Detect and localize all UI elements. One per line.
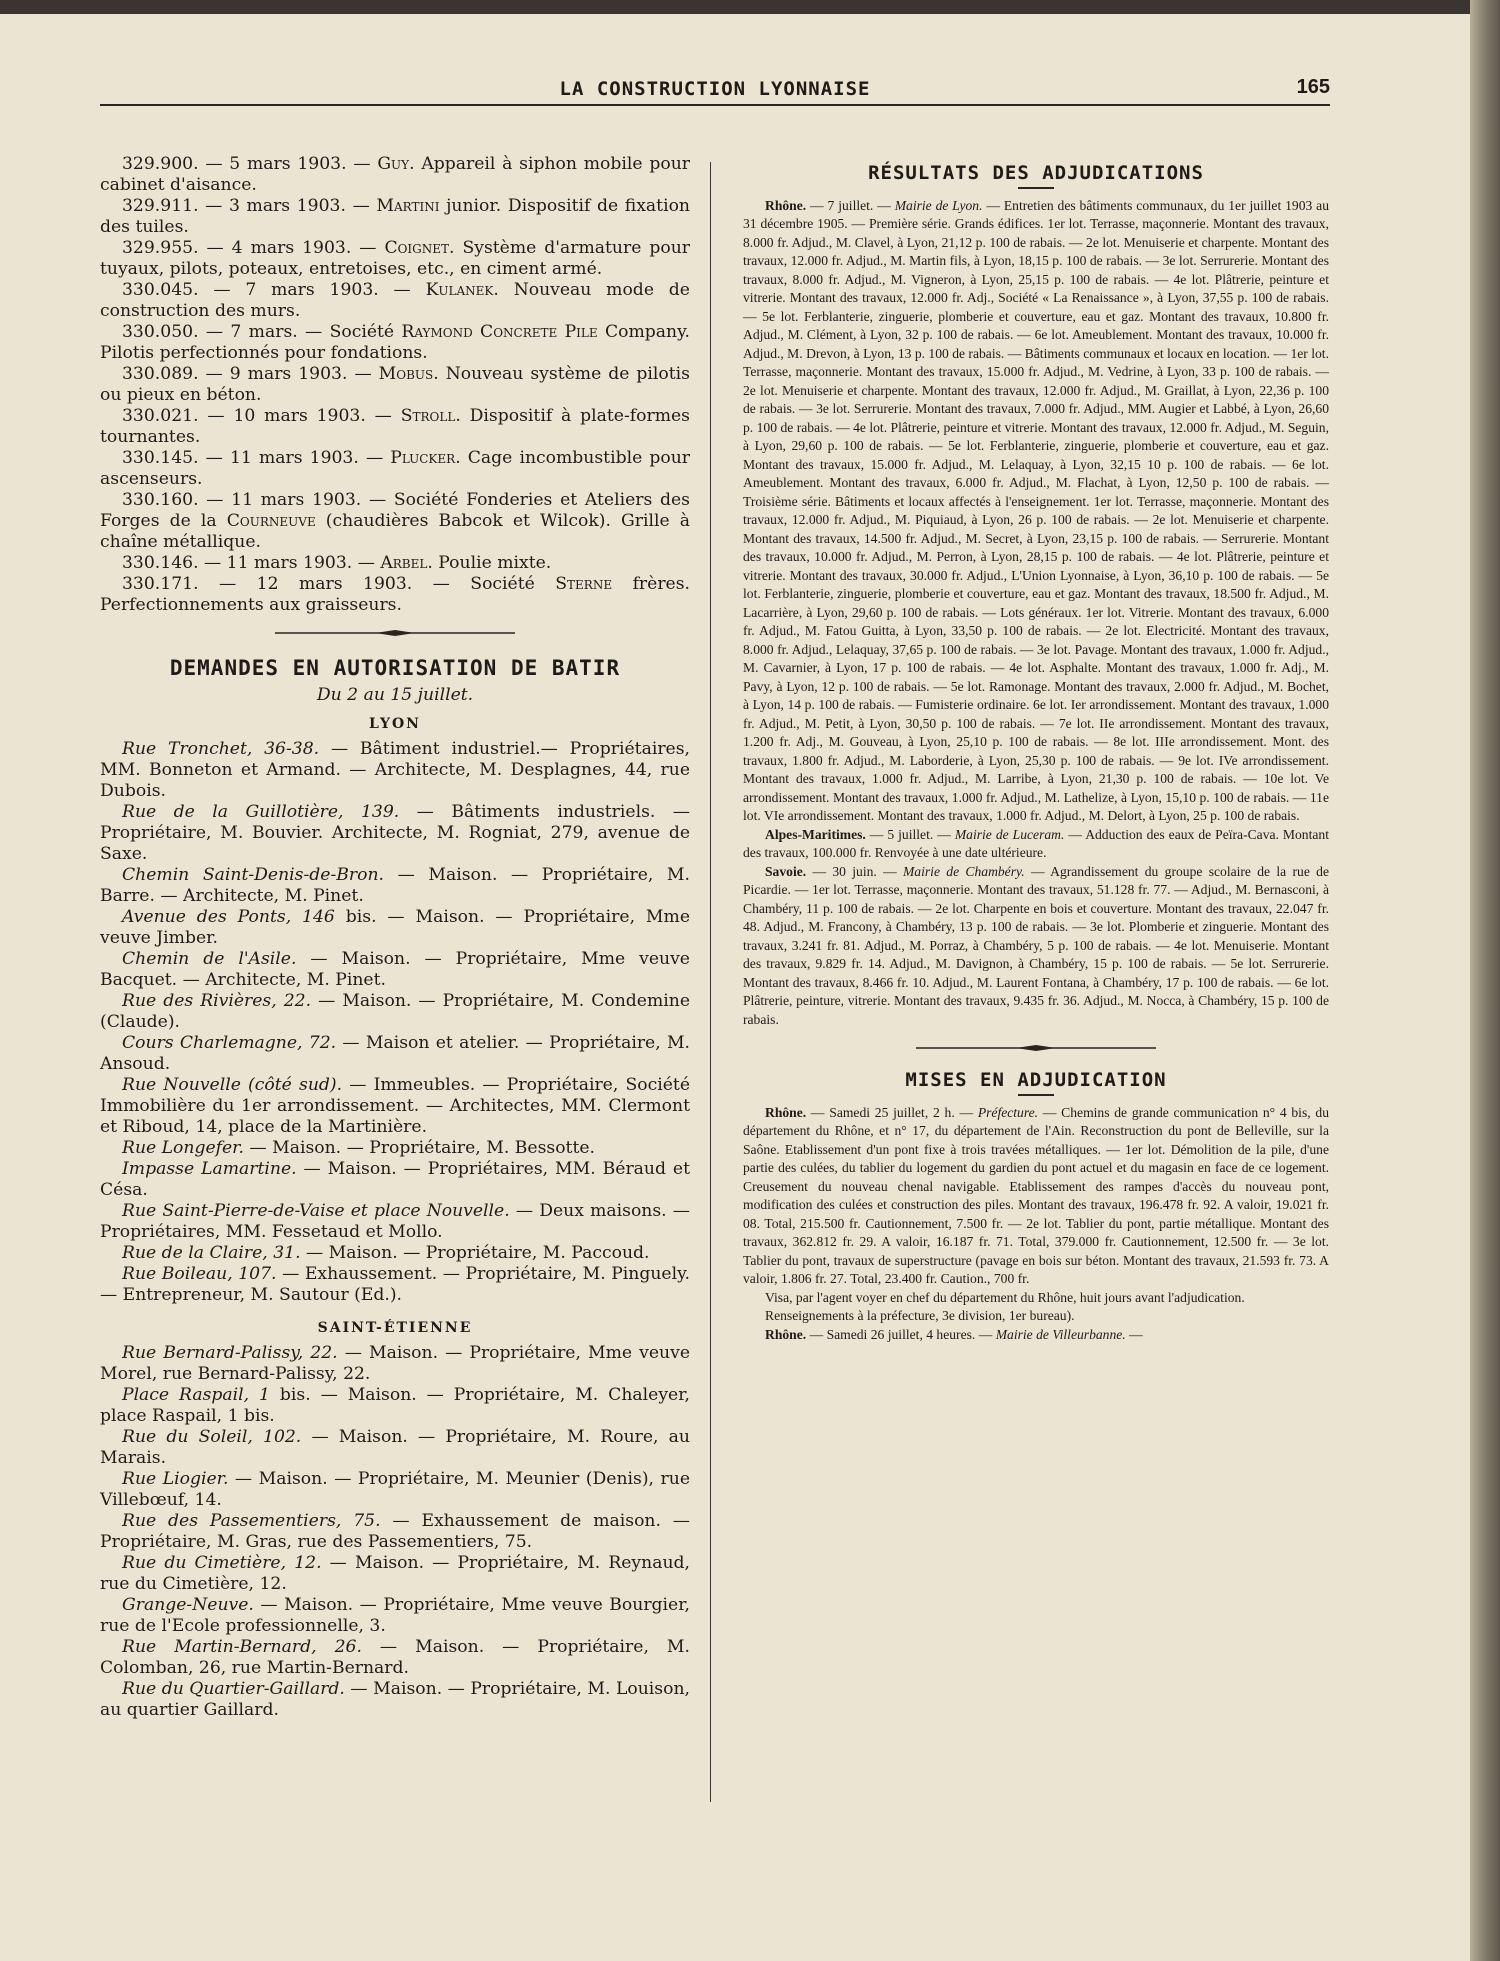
permit-entry [100,865,690,907]
permit-address: Rue Bernard-Palissy, 22. [122,1343,338,1363]
permit-entry [100,1385,690,1427]
mises-list [743,1104,1329,1345]
patent-entry [100,364,690,406]
region-name: Rhône. [765,1326,807,1342]
permit-details: — Maison. — Propriétaire, Mme veuve Morel, rue Bernard-Palissy, 22. [100,1343,690,1384]
city-heading-saint-etienne: SAINT-ÉTIENNE [317,1320,473,1336]
permit-details: — Exhaussement. — Propriétaire, M. Pinguely. — Entrepreneur, M. Sautour (Ed.). [100,1264,690,1305]
resultats-title: RÉSULTATS DES ADJUDICATIONS [868,162,1204,184]
patent-holder: Plucker [390,448,456,468]
adjudication-entry [743,197,1329,826]
resultats-list [743,197,1329,1030]
permit-address: Rue des Passementiers, 75. [122,1511,381,1531]
permit-address: Rue Saint-Pierre-de-Vaise et place Nouvelle. [122,1201,510,1221]
patent-description: . Nouveau système de pilotis ou pieux en béton. [100,364,690,405]
permit-entry [100,1595,690,1637]
title-rule [1018,1094,1054,1096]
patent-date: — 3 mars 1903. — [198,196,377,216]
permit-entry [100,1033,690,1075]
permit-entry [100,1553,690,1595]
permit-address: Rue du Quartier-Gaillard. [122,1679,345,1699]
journal-title: LA CONSTRUCTION LYONNAISE [559,78,871,100]
permit-address: Impasse Lamartine. [122,1159,297,1179]
permit-address: Rue Longefer. [122,1138,244,1158]
permit-details: — Maison. — Propriétaires, MM. Béraud et Césa. [100,1159,690,1200]
section-ornament [743,1043,1329,1053]
patent-holder: Raymond Concrete Pile [401,322,598,342]
patent-date: — 9 mars 1903. — [198,364,379,384]
patent-date: — 7 mars 1903. — [198,280,426,300]
entry-date: — 30 juin. — [806,863,903,879]
left-column [100,154,690,1721]
patent-date: — 10 mars 1903. — [198,406,401,426]
authority-name: Mairie de Luceram. [954,826,1065,842]
patent-entry [100,490,690,553]
permit-address: Grange-Neuve. [122,1595,254,1615]
permit-entry [100,739,690,802]
patent-entry [100,154,690,196]
patent-entry [100,448,690,490]
adjudication-entry [743,826,1329,863]
patent-number: 329.955. [122,238,199,258]
permit-entry [100,907,690,949]
patent-description: . Poulie mixte. [427,553,552,573]
permit-details: — Immeubles. — Propriétaire, Société Immobilière du 1er arrondissement. — Architectes, MM. Clermont et Riboud, 14, place de la Martinière. [100,1075,690,1137]
patent-entry [100,238,690,280]
patent-date: — 12 mars 1903. — Société [198,574,556,594]
patent-number: 329.900. [122,154,199,174]
permit-details: — Exhaussement de maison. — Propriétaire, M. Gras, rue des Passementiers, 75. [100,1511,690,1552]
permit-details: bis. — Maison. — Propriétaire, M. Chaleyer, place Raspail, 1 bis. [100,1385,690,1426]
patent-holder: Kulanek [425,280,494,300]
patent-holder: Mobus [378,364,434,384]
region-name: Savoie. [765,863,807,879]
patent-description: . Dispositif à plate-formes tournantes. [100,406,690,447]
demandes-subtitle: Du 2 au 15 juillet. [316,685,474,705]
patent-description: junior. Dispositif de fixation des tuiles. [100,196,690,237]
patent-number: 330.045. [122,280,199,300]
permit-address: Rue de la Claire, 31. [122,1243,301,1263]
page-number: 165 [1296,76,1330,98]
patent-description: Company. Pilotis perfectionnés pour fondations. [100,322,690,363]
patent-holder: Martini [376,196,440,216]
permit-entry [100,1201,690,1243]
permit-entry [100,1138,690,1159]
patent-description: . Cage incombustible pour ascenseurs. [100,448,690,489]
permit-details: — Maison. — Propriétaire, M. Meunier (Denis), rue Villebœuf, 14. [100,1469,690,1510]
column-separator [710,162,711,1802]
permit-entry [100,1427,690,1469]
patent-entry [100,553,690,574]
permit-address: Avenue des Ponts, 146 [122,907,335,927]
permit-details: — Bâtiment industriel.— Propriétaires, MM. Bonneton et Armand. — Architecte, M. Desplagnes, 44, rue Dubois. [100,739,690,801]
entry-date: — Samedi 26 juillet, 4 heures. — [806,1326,996,1342]
permit-entry [100,802,690,865]
entry-text: Visa, par l'agent voyer en chef du département du Rhône, huit jours avant l'adjudication. [765,1289,1245,1305]
patent-entry [100,406,690,448]
entry-text: — [1125,1326,1143,1342]
patent-number: 330.160. [122,490,199,510]
patent-description: . Système d'armature pour tuyaux, pilots, poteaux, entretoises, etc., en ciment armé. [100,238,690,279]
patent-number: 330.089. [122,364,199,384]
permit-address: Rue des Rivières, 22. [122,991,312,1011]
permit-entry [100,1679,690,1721]
patent-number: 330.021. [122,406,199,426]
permit-details: — Maison. — Propriétaire, Mme veuve Bourgier, rue de l'Ecole professionnelle, 3. [100,1595,690,1636]
patent-description: (chaudières Babcok et Wilcok). Grille à chaîne métallique. [100,511,690,552]
patent-date: — 11 mars 1903. — [198,553,381,573]
patent-holder: Coignet [384,238,450,258]
region-name: Rhône. [765,1104,807,1120]
permit-details: — Maison. — Propriétaire, M. Reynaud, rue du Cimetière, 12. [100,1553,690,1594]
demandes-title: DEMANDES EN AUTORISATION DE BATIR [169,656,621,680]
permit-address: Rue Nouvelle (côté sud). [122,1075,343,1095]
permit-address: Rue Boileau, 107. [122,1264,277,1284]
patent-holder: Courneuve [226,511,316,531]
adjudication-entry [743,1307,1329,1326]
permit-details: — Maison. — Propriétaire, M. Condemine (Claude). [100,991,690,1032]
authority-name: Mairie de Lyon. [894,197,983,213]
patent-number: 330.050. [122,322,199,342]
patent-date: — 5 mars 1903. — [198,154,378,174]
patent-date: — 7 mars. — Société [198,322,402,342]
patent-description: frères. Perfectionnements aux graisseurs. [100,574,690,615]
patent-holder: Stroll [400,406,456,426]
patent-number: 330.171. [122,574,199,594]
adjudication-entry [743,1104,1329,1289]
entry-text: — Adduction des eaux de Peïra-Cava. Montant des travaux, 100.000 fr. Renvoyée à une date ultérieure. [743,826,1329,860]
permit-details: — Maison. — Propriétaire, M. Barre. — Architecte, M. Pinet. [100,865,690,906]
entry-text: — Chemins de grande communication n° 4 bis, du département du Rhône, et n° 17, du département de l'Ain. Reconstruction du pont de Belleville, sur la Saône. Etablissement d'un pont fixe à trois travées métalliques. — 1er lot. Démolition de la pile, d'une partie des culées, du tablier du logement du gardien du pont actuel et du magasin en face de ce logement. Creusement du nouveau chenal navigable. Etablissement des rampes d'accès du nouveau pont, modification des culées et construction des piles. Montant des travaux, 196.478 fr. 92. A valoir, 19.021 fr. 08. Total, 215.500 fr. Cautionnement, 7.500 fr. — 2e lot. Tablier du pont, partie métallique. Montant des travaux, 362.812 fr. 29. A valoir, 16.187 fr. 71. Total, 379.000 fr. Cautionnement, 12.500 fr. — 3e lot. Tablier du pont, travaux de superstructure (pavage en bois sur béton. Montant des travaux, 21.593 fr. 73. A valoir, 1.806 fr. 27. Total, 23.400 fr. Caution., 700 fr. [743,1104,1329,1286]
permit-address: Rue Martin-Bernard, 26. [122,1637,362,1657]
permit-entry [100,1159,690,1201]
permit-entry [100,1264,690,1306]
page-header [100,64,1330,106]
section-ornament [100,628,690,638]
adjudication-entry [743,1289,1329,1308]
region-name: Rhône. [765,197,807,213]
permit-address: Rue de la Guillotière, 139. [122,802,400,822]
patent-holder: Arbel [380,553,428,573]
permit-entry [100,1243,690,1264]
permit-address: Rue du Cimetière, 12. [122,1553,322,1573]
permit-address: Rue du Soleil, 102. [122,1427,302,1447]
permit-address: Rue Liogier. [122,1469,229,1489]
permit-address: Rue Tronchet, 36-38. [122,739,320,759]
title-rule [1018,187,1054,189]
permit-entry [100,1511,690,1553]
permit-entry [100,1469,690,1511]
permit-address: Cours Charlemagne, 72. [122,1033,337,1053]
authority-name: Préfecture. [977,1104,1039,1120]
region-name: Alpes-Maritimes. [765,826,866,842]
permit-details: bis. — Maison. — Propriétaire, Mme veuve Jimber. [100,907,690,948]
permit-address: Chemin de l'Asile. [122,949,297,969]
city-heading-lyon: LYON [369,716,421,732]
patent-description: . Nouveau mode de construction des murs. [100,280,690,321]
permit-entry [100,1075,690,1138]
patent-date: — 11 mars 1903. — [198,448,391,468]
book-page-edge [1470,0,1500,1961]
permit-address: Chemin Saint-Denis-de-Bron. [122,865,385,885]
authority-name: Mairie de Villeurbanne. [995,1326,1126,1342]
patent-number: 330.145. [122,448,199,468]
permit-entry [100,1637,690,1679]
lyon-permit-list [100,739,690,1306]
patent-holder: Guy [377,154,410,174]
authority-name: Mairie de Chambéry. [902,863,1025,879]
adjudication-entry [743,1326,1329,1345]
patent-entry [100,574,690,616]
permit-entry [100,949,690,991]
permit-details: — Maison. — Propriétaire, M. Bessotte. [243,1138,596,1158]
patent-holder: Sterne [555,574,613,594]
permit-details: — Maison. — Propriétaire, M. Colomban, 26, rue Martin-Bernard. [100,1637,690,1678]
entry-date: — 7 juillet. — [806,197,895,213]
permit-entry [100,1343,690,1385]
entry-date: — 5 juillet. — [865,826,955,842]
permit-details: — Maison. — Propriétaire, M. Paccoud. [300,1243,650,1263]
patent-number: 330.146. [122,553,199,573]
mises-title: MISES EN ADJUDICATION [905,1069,1167,1091]
patent-entry [100,322,690,364]
entry-text: — Agrandissement du groupe scolaire de la rue de Picardie. — 1er lot. Terrasse, maçonnerie. Montant des travaux, 51.128 fr. 77. — Adjud., M. Bernasconi, à Chambéry, 11 p. 100 de rabais. — 2e lot. Charpente en bois et couverture. Montant des travaux, 22.047 fr. 48. Adjud., M. Francony, à Chambéry, 13 p. 100 de rabais. — 3e lot. Plomberie et zinguerie. Montant des travaux, 3.241 fr. 81. Adjud., M. Porraz, à Chambéry, 5 p. 100 de rabais. — 4e lot. Menuiserie. Montant des travaux, 9.829 fr. 14. Adjud., M. Davignon, à Chambéry, 15 p. 100 de rabais. — 5e lot. Serrurerie. Montant des travaux, 8.466 fr. 10. Adjud., M. Laurent Fontana, à Chambéry, 17 p. 100 de rabais. — 6e lot. Plâtrerie, peinture, vitrerie. Montant des travaux, 9.435 fr. 36. Adjud., M. Nocca, à Chambéry, 15 p. 100 de rabais. [743,863,1329,1027]
entry-text: Renseignements à la préfecture, 3e division, 1er bureau). [765,1308,1075,1323]
permit-details: — Maison et atelier. — Propriétaire, M. Ansoud. [100,1033,691,1074]
adjudication-entry [743,863,1329,1030]
entry-text: — Entretien des bâtiments communaux, du 1er juillet 1903 au 31 décembre 1905. — Première série. Grands édifices. 1er lot. Terrasse, maçonnerie. Montant des travaux, 8.000 fr. Adjud., M. Clavel, à Lyon, 21,12 p. 100 de rabais. — 2e lot. Menuiserie et charpente. Montant des travaux, 12.000 fr. Adjud., M. Martin fils, à Lyon, 18,15 p. 100 de rabais. — 3e lot. Serrurerie. Montant des travaux, 8.000 fr. Adjud., M. Vigneron, à Lyon, 25,15 p. 100 de rabais. — 4e lot. Plâtrerie, peinture et vitrerie. Montant des travaux, 12.000 fr. Adj., Société « La Renaissance », à Lyon, 37,55 p. 100 de rabais. — 5e lot. Ferblanterie, zinguerie, plomberie et couverture, eau et gaz. Montant des travaux, 10.800 fr. Adjud., M. Clément, à Lyon, 32 p. 100 de rabais. — 6e lot. Ameublement. Montant des travaux, 10.000 fr. Adjud., M. Drevon, à Lyon, 13 p. 100 de rabais. — Bâtiments communaux et locaux en location. — 1er lot. Terrasse, maçonnerie. Montant des travaux, 15.000 fr. Adjud., M. Vedrine, à Lyon, 33 p. 100 de rabais. — 2e lot. Menuiserie et charpente. Montant des travaux, 12.000 fr. Adjud., M. Graillat, à Lyon, 22,36 p. 100 de rabais. — 3e lot. Serrurerie. Montant des travaux, 7.000 fr. Adjud., MM. Augier et Labbé, à Lyon, 26,60 p. 100 de rabais. — 4e lot. Plâtrerie, peinture et vitrerie. Montant des travaux, 12.000 fr. Adjud., M. Seguin, à Lyon, 29,60 p. 100 de rabais. — 5e lot. Ferblanterie, zinguerie, plomberie et couverture, eau et gaz. Montant des travaux, 15.000 fr. Adjud., M. Lelaquay, à Lyon, 32,15 10 p. 100 de rabais. — 6e lot. Ameublement. Montant des travaux, 6.000 fr. Adjud., M. Flachat, à Lyon, 12,50 p. 100 de rabais. — Troisième série. Bâtiments et locaux affectés à l'enseignement. 1er lot. Terrasse, maçonnerie. Montant des travaux, 12.000 fr. Adjud., M. Piquiaud, à Lyon, 26 p. 100 de rabais. — 2e lot. Menuiserie et charpente. Montant des travaux, 14.500 fr. Adjud., M. Secret, à Lyon, 23,15 p. 100 de rabais. — Serrurerie. Montant des travaux, 10.000 fr. Adjud., M. Perron, à Lyon, 28,15 p. 100 de rabais. — 4e lot. Plâtrerie, peinture et vitrerie. Montant des travaux, 30.000 fr. Adjud., L'Union Lyonnaise, à Lyon, 36,10 p. 100 de rabais. — 5e lot. Ferblanterie, zinguerie, plomberie et couverture, eau et gaz. Montant des travaux, 18.500 fr. Adjud., M. Lacarrière, à Lyon, 29,60 p. 100 de rabais. — Lots généraux. 1er lot. Vitrerie. Montant des travaux, 6.000 fr. Adjud., M. Fatou Guitta, à Lyon, 33,50 p. 100 de rabais. — 2e lot. Electricité. Montant des travaux, 8.000 fr. Adjud., Lelaquay, 37,65 p. 100 de rabais. — 3e lot. Pavage. Montant des travaux, 1.000 fr. Adjud., M. Cavarnier, à Lyon, 17 p. 100 de rabais. — 4e lot. Asphalte. Montant des travaux, 1.000 fr. Adj., M. Pavy, à Lyon, 12 p. 100 de rabais. — 5e lot. Ramonage. Montant des travaux, 2.000 fr. Adjud., M. Bochet, à Lyon, 14 p. 100 de rabais. — Fumisterie ordinaire. 6e lot. Ier arrondissement. Montant des travaux, 1.000 fr. Adjud., M. Petit, à Lyon, 30,50 p. 100 de rabais. — 7e lot. IIe arrondissement. Montant des travaux, 1.200 fr. Adj., M. Gouveau, à Lyon, 25,10 p. 100 de rabais. — 8e lot. IIIe arrondissement. Mont. des travaux, 1.800 fr. Adjud., M. Laborderie, à Lyon, 25,30 p. 100 de rabais. — 9e lot. IVe arrondissement. Montant des travaux, 1.000 fr. Adjud., M. Larribe, à Lyon, 21,30 p. 100 de rabais. — 10e lot. Ve arrondissement. Montant des travaux, 1.000 fr. Adjud., M. Lathelize, à Lyon, 15,10 p. 100 de rabais. — 11e lot. VIe arrondissement. Montant des travaux, 1.000 fr. Adjud., M. Delort, à Lyon, 25 p. 100 de rabais. [743,197,1330,823]
patent-entry [100,280,690,322]
entry-date: — Samedi 25 juillet, 2 h. — [806,1104,978,1120]
patent-entry [100,196,690,238]
patent-date: — 11 mars 1903. — Société Fonderies et Ateliers des Forges de la [100,490,690,531]
patent-number: 329.911. [122,196,199,216]
permit-entry [100,991,690,1033]
patent-description: . Appareil à siphon mobile pour cabinet d'aisance. [100,154,690,195]
saint-etienne-permit-list [100,1343,690,1721]
right-column [743,164,1329,1344]
permit-details: — Bâtiments industriels. — Propriétaire, M. Bouvier. Architecte, M. Rogniat, 279, avenue de Saxe. [100,802,690,864]
patent-date: — 4 mars 1903. — [198,238,385,258]
patent-list [100,154,690,616]
permit-details: — Maison. — Propriétaire, Mme veuve Bacquet. — Architecte, M. Pinet. [100,949,690,990]
permit-details: — Maison. — Propriétaire, M. Louison, au quartier Gaillard. [100,1679,690,1720]
permit-details: — Maison. — Propriétaire, M. Roure, au Marais. [100,1427,690,1468]
permit-address: Place Raspail, 1 [122,1385,270,1405]
permit-details: — Deux maisons. — Propriétaires, MM. Fessetaud et Mollo. [100,1201,690,1242]
document-page [0,14,1470,1961]
